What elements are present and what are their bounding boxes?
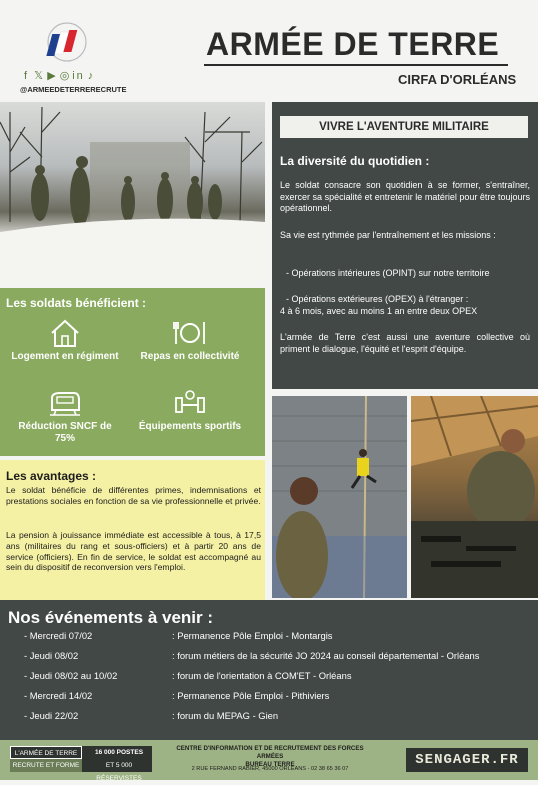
tiktok-icon[interactable]: ♪: [87, 70, 96, 82]
page-subtitle: CIRFA D'ORLÉANS: [398, 72, 517, 87]
adventure-paragraph-3: L'armée de Terre c'est aussi une aventure collective où priment le dialogue, l'équité et l'esprit d'équipe.: [280, 332, 530, 354]
social-links: [20, 69, 98, 82]
adventure-opex-detail: 4 à 6 mois, avec au moins 1 an entre deux OPEX: [280, 306, 478, 316]
meal-icon: [173, 318, 207, 348]
footer: [0, 740, 538, 780]
youtube-icon[interactable]: ▶: [47, 70, 58, 82]
event-date: - Jeudi 08/02: [24, 650, 79, 661]
adventure-panel: [272, 102, 538, 389]
social-handle: @ARMEEDETERRERECRUTE: [20, 85, 127, 94]
footer-org-line-1: CENTRE D'INFORMATION ET DE RECRUTEMENT DES FORCES ARMÉES: [176, 745, 364, 760]
soldiers-snow-photo: [0, 102, 265, 285]
adventure-heading: La diversité du quotidien :: [280, 154, 430, 168]
benefit-meals: [135, 318, 245, 363]
badge-reservists: ET 5 000 RÉSERVISTES: [96, 762, 142, 782]
adventure-banner: VIVRE L'AVENTURE MILITAIRE: [280, 116, 528, 138]
events-section: [0, 600, 538, 740]
events-heading: Nos événements à venir :: [8, 608, 214, 627]
dumbbell-icon: [173, 388, 207, 418]
adventure-opex: - Opérations extérieures (OPEX) à l'étranger :: [286, 294, 469, 304]
benefits-panel: [0, 288, 265, 456]
benefit-sports: [135, 388, 245, 433]
rope-climb-photo: [272, 396, 407, 598]
adventure-paragraph-1: Le soldat consacre son quotidien à se former, s'entraîner, exercer sa spécialité et entretenir le matériel pour être toujours opérationnel.: [280, 180, 530, 213]
event-date: - Mercredi 14/02: [24, 690, 93, 701]
x-icon[interactable]: 𝕏: [34, 70, 45, 82]
equipment-photo: [411, 396, 538, 598]
instagram-icon[interactable]: ◎: [59, 70, 72, 82]
house-icon: [48, 318, 82, 348]
footer-org-line-2: BUREAU TERRE: [245, 761, 295, 768]
event-description: : forum du MEPAG - Gien: [172, 710, 279, 721]
page-title: ARMÉE DE TERRE: [206, 26, 500, 62]
benefit-train-label: Réduction SNCF de 75%: [18, 421, 112, 444]
benefit-sports-label: Équipements sportifs: [138, 421, 242, 432]
army-logo: [46, 20, 88, 64]
advantages-paragraph-1: Le soldat bénéficie de différentes primes, indemnisations et prestations sociales en fonction de sa vie professionnelle et privée.: [6, 485, 261, 506]
benefit-housing-label: Logement en régiment: [11, 351, 119, 362]
linkedin-icon[interactable]: in: [72, 70, 85, 82]
event-description: : forum métiers de la sécurité JO 2024 au conseil départemental - Orléans: [172, 650, 480, 661]
adventure-paragraph-2: Sa vie est rythmée par l'entraînement et les missions :: [280, 230, 496, 240]
event-description: : forum de l'orientation à COM'ET - Orléans: [172, 670, 352, 681]
event-date: - Jeudi 22/02: [24, 710, 79, 721]
benefit-meals-label: Repas en collectivité: [140, 351, 240, 362]
advantages-panel: [0, 460, 265, 600]
event-date: - Jeudi 08/02 au 10/02: [24, 670, 118, 681]
train-icon: [48, 388, 82, 418]
advantages-heading: Les avantages :: [6, 469, 97, 483]
benefit-housing: [10, 318, 120, 363]
benefits-heading: Les soldats bénéficient :: [6, 296, 147, 310]
badge-line-2: RECRUTE ET FORME: [10, 759, 82, 772]
event-description: : Permanence Pôle Emploi - Montargis: [172, 630, 333, 641]
website-link[interactable]: SENGAGER.FR: [406, 748, 528, 772]
title-divider: [204, 64, 508, 66]
facebook-icon[interactable]: f: [23, 70, 30, 82]
event-description: : Permanence Pôle Emploi - Pithiviers: [172, 690, 330, 701]
badge-positions: 16 000 POSTES: [94, 749, 144, 756]
advantages-paragraph-2: La pension à jouissance immédiate est accessible à tous, à 17,5 ans (militaires du rang et sous-officiers) et à partir 20 ans de service (officiers). En fin de service, le soldat est accompagné au sein du dispositif de reconversion vers l'emploi.: [6, 530, 261, 573]
benefit-train: [10, 388, 120, 445]
adventure-opint: - Opérations intérieures (OPINT) sur notre territoire: [286, 268, 490, 278]
event-date: - Mercredi 07/02: [24, 630, 93, 641]
footer-address: 2 RUE FERNAND RABIER, 45000 ORLÉANS - 02 38 65 36 07: [191, 766, 349, 772]
recruitment-badge: [10, 746, 152, 782]
badge-line-1: L'ARMÉE DE TERRE: [10, 746, 82, 759]
